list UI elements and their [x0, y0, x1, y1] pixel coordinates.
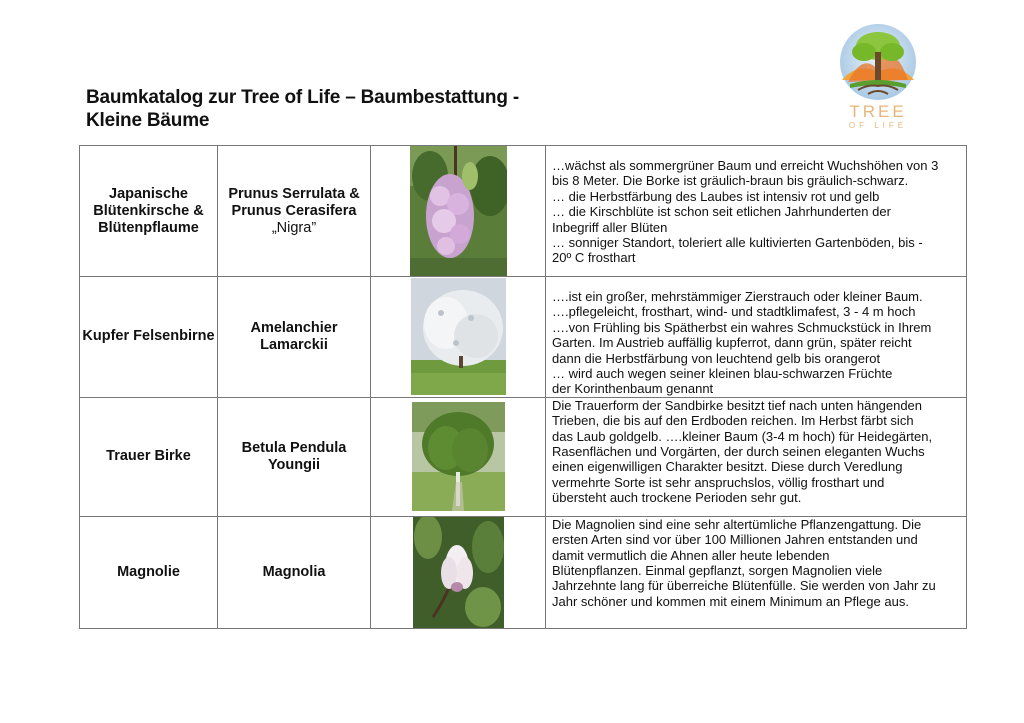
tree-photo-cell — [371, 516, 546, 628]
tree-description — [546, 146, 967, 277]
tree-description — [546, 397, 967, 516]
title-line-1: Baumkatalog zur Tree of Life – Baumbestattung - — [86, 87, 519, 108]
latin-name — [218, 146, 371, 277]
table-row — [80, 146, 967, 277]
latin-name-cultivar: „Nigra” — [271, 219, 317, 236]
description-line: Blütenpflanzen. Einmal gepflanzt, sorgen Magnolien viele — [552, 563, 883, 579]
cherry-blossom-photo — [410, 146, 507, 276]
tree-photo-cell — [371, 146, 546, 277]
tree-name: Trauer Birke — [80, 397, 218, 516]
description-line: bis 8 Meter. Die Borke ist gräulich-braun bis gräulich-schwarz. — [552, 173, 909, 189]
title-line-2: Kleine Bäume — [86, 110, 210, 131]
description-line: damit vermutlich die Ahnen aller heute lebenden — [552, 547, 830, 563]
description-line: Die Trauerform der Sandbirke besitzt tief nach unten hängenden — [552, 397, 923, 413]
magnolia-photo — [413, 517, 504, 628]
tree-name: Japanische Blütenkirsche & Blütenpflaume — [80, 146, 218, 277]
description-line: … die Kirschblüte ist schon seit etlichen Jahrhunderten der — [552, 204, 891, 220]
description-line: ….ist ein großer, mehrstämmiger Zierstrauch oder kleiner Baum. — [552, 289, 923, 304]
description-line: der Korinthenbaum genannt — [552, 381, 714, 397]
description-line: das Laub goldgelb. ….kleiner Baum (3-4 m hoch) für Heidegärten, — [552, 428, 933, 444]
tree-description — [546, 516, 967, 628]
tree-name: Kupfer Felsenbirne — [80, 277, 218, 398]
tree-name: Magnolie — [80, 516, 218, 628]
latin-name: Magnolia — [218, 516, 371, 628]
description-line: vermehrte Sorte ist sehr anspruchslos, völlig frosthart und — [552, 474, 885, 490]
tree-logo-icon — [828, 22, 928, 104]
description-line: Jahr schöner und kommen mit einem Minimum an Pflege aus. — [552, 593, 909, 609]
description-line: … wird auch wegen seiner kleinen blau-schwarzen Früchte — [552, 366, 893, 382]
tree-catalog-table — [79, 145, 967, 629]
tree-of-life-logo — [828, 22, 928, 130]
tree-description — [546, 277, 967, 398]
trauer-birke-photo — [412, 402, 505, 511]
description-line: Trieben, die bis auf den Erdboden reichen. Im Herbst färbt sich — [552, 413, 914, 429]
table-row — [80, 516, 967, 628]
description-line: Rasenflächen und Vorgärten, der durch seinen eleganten Wuchs — [552, 444, 925, 460]
description-line: 20º C frosthart — [552, 250, 636, 266]
description-line: dann die Herbstfärbung von leuchtend gelb bis orangerot — [552, 350, 881, 366]
description-line: Jahrzehnte lang für überreiche Blütenfülle. Sie werden von Jahr zu — [552, 578, 936, 594]
tree-photo-cell — [371, 277, 546, 398]
latin-name: Amelanchier Lamarckii — [218, 277, 371, 398]
description-line: ersten Arten sind vor über 100 Millionen Jahren entstanden und — [552, 532, 918, 548]
description-line: ….von Frühling bis Spätherbst ein wahres Schmuckstück in Ihrem — [552, 319, 932, 335]
tree-photo-cell — [371, 397, 546, 516]
description-line: … sonniger Standort, toleriert alle kultivierten Gartenböden, bis - — [552, 235, 923, 251]
description-line: Inbegriff aller Blüten — [552, 219, 668, 235]
description-line: Garten. Im Austrieb auffällig kupferrot, dann grün, später reicht — [552, 335, 912, 351]
description-line: Die Magnolien sind eine sehr altertümliche Pflanzengattung. Die — [552, 516, 922, 532]
logo-word: TREE — [849, 102, 907, 121]
description-line: einen eigenwilligen Charakter besitzt. Diese durch Veredlung — [552, 459, 903, 475]
table-row — [80, 277, 967, 398]
description-line: …wächst als sommergrüner Baum und erreicht Wuchshöhen von 3 — [552, 158, 939, 173]
latin-name-text: Prunus Serrulata & Prunus Cerasifera — [228, 185, 360, 219]
description-line: … die Herbstfärbung des Laubes ist intensiv rot und gelb — [552, 188, 880, 204]
felsenbirne-photo — [411, 278, 506, 395]
page-title — [86, 86, 519, 132]
latin-name: Betula Pendula Youngii — [218, 397, 371, 516]
description-line: übersteht auch trockene Perioden sehr gut. — [552, 490, 802, 506]
table-row — [80, 397, 967, 516]
logo-sub: OF LIFE — [848, 121, 908, 130]
description-line: ….pflegeleicht, frosthart, wind- und stadtklimafest, 3 - 4 m hoch — [552, 304, 916, 320]
